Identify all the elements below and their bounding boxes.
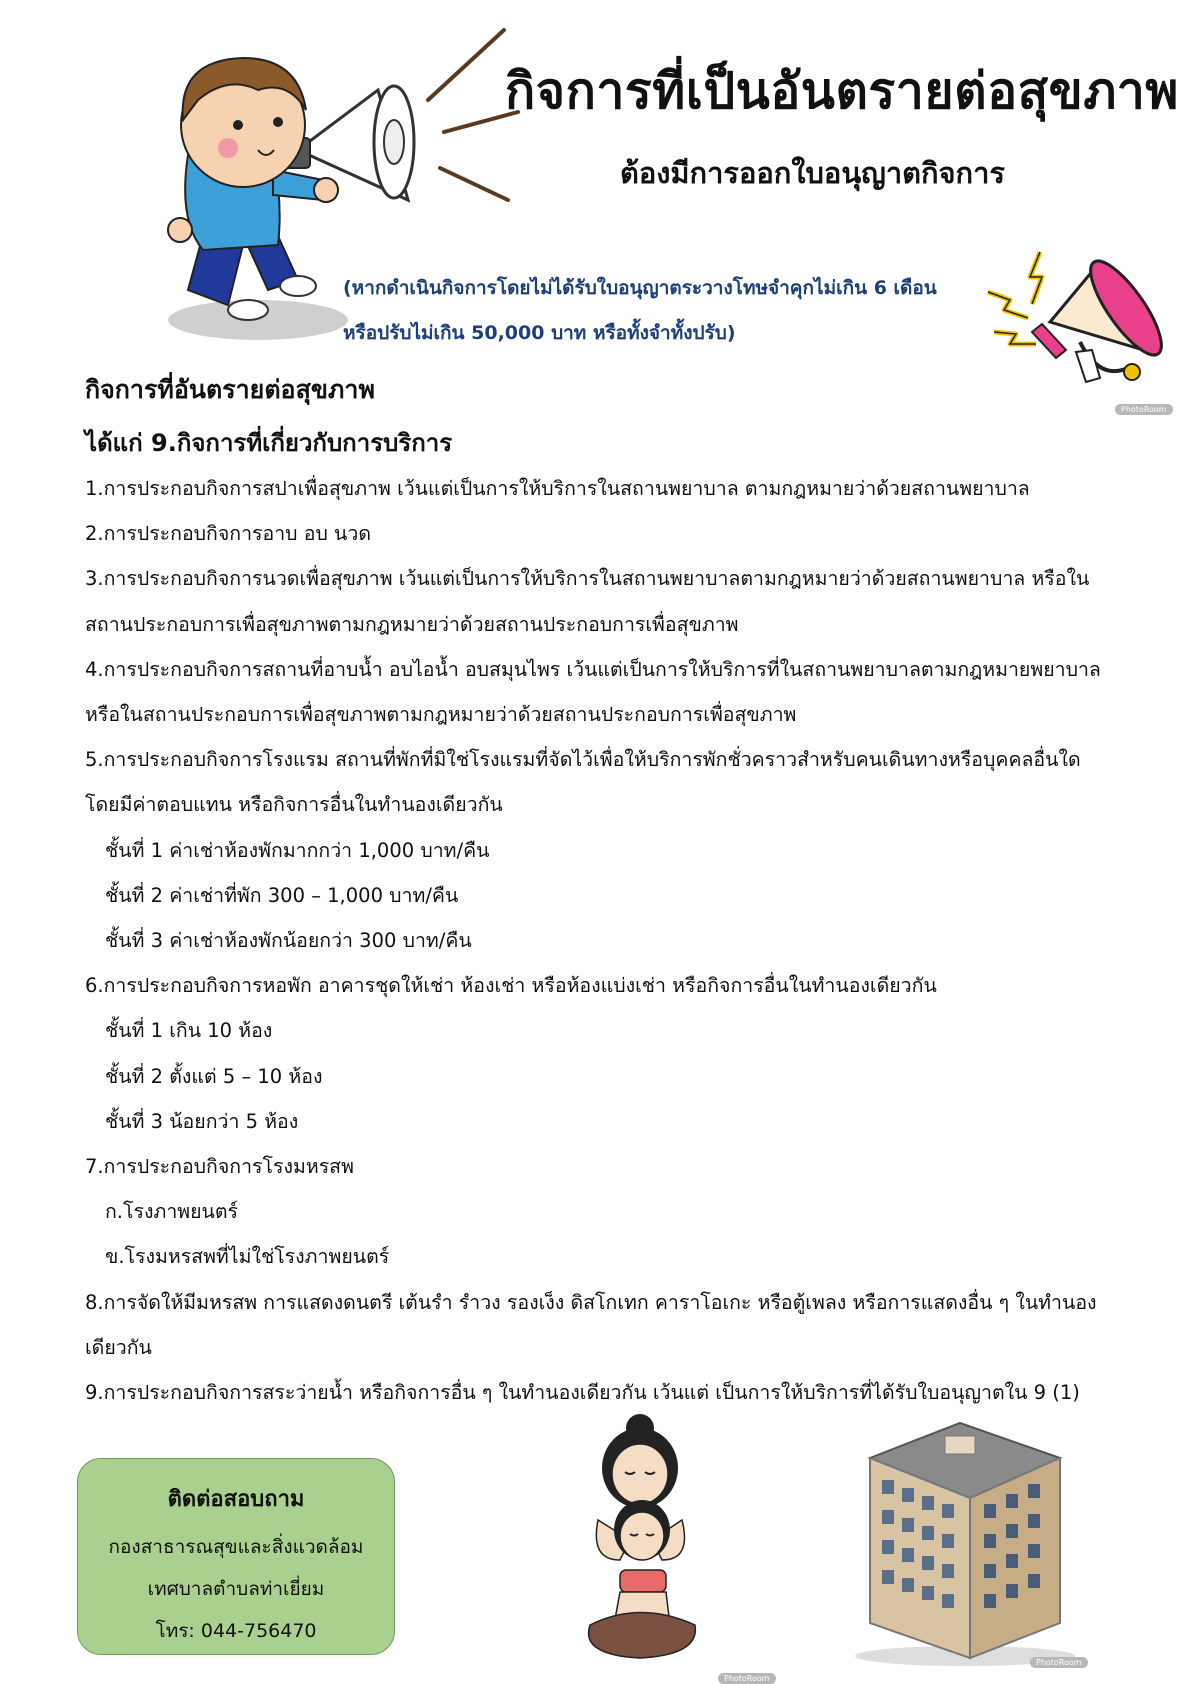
contact-org: กองสาธารณสุขและสิ่งแวดล้อม — [108, 1536, 364, 1558]
list-subitem: ชั้นที่ 3 น้อยกว่า 5 ห้อง — [105, 1109, 299, 1133]
watermark: PhotoRoom — [718, 1673, 776, 1684]
contact-municipality: เทศบาลตำบลท่าเยี่ยม — [147, 1578, 325, 1600]
list-subitem: ชั้นที่ 1 เกิน 10 ห้อง — [105, 1019, 273, 1043]
watermark: PhotoRoom — [1115, 404, 1173, 415]
list-item: 2.การประกอบกิจการอาบ อบ นวด — [85, 522, 371, 546]
massage-icon — [580, 1410, 755, 1675]
list-item: 3.การประกอบกิจการนวดเพื่อสุขภาพ เว้นแต่เป็นการให้บริการในสถานพยาบาลตามกฎหมายว่าด้วยสถานพยาบาล หรือในสถานประกอบการเพื่อสุขภาพตามกฎหมายว่าด้วยสถานประกอบการเพื่อสุขภาพ — [85, 567, 1090, 636]
watermark: PhotoRoom — [1030, 1657, 1088, 1668]
list-item: 8.การจัดให้มีมหรสพ การแสดงดนตรี เต้นรำ รำวง รองเง็ง ดิสโกเทก คาราโอเกะ หรือตู้เพลง หรือการแสดงอื่น ๆ ในทำนองเดียวกัน — [85, 1290, 1097, 1359]
megaphone-icon — [980, 232, 1170, 427]
building-icon — [850, 1418, 1080, 1668]
page-title: กิจการที่เป็นอันตรายต่อสุขภาพ — [505, 62, 1179, 120]
list-subitem: ชั้นที่ 2 ค่าเช่าที่พัก 300 – 1,000 บาท/คืน — [105, 883, 459, 907]
contact-box — [77, 1458, 395, 1655]
list-subitem: ชั้นที่ 2 ตั้งแต่ 5 – 10 ห้อง — [105, 1064, 323, 1088]
list-subitem: ชั้นที่ 3 ค่าเช่าห้องพักน้อยกว่า 300 บาท/คืน — [105, 929, 472, 953]
page-subtitle: ต้องมีการออกใบอนุญาตกิจการ — [620, 156, 1005, 190]
list-item: 7.การประกอบกิจการโรงมหรสพ — [85, 1155, 354, 1179]
list-subitem: ก.โรงภาพยนตร์ — [105, 1200, 239, 1224]
list-item: 9.การประกอบกิจการสระว่ายน้ำ หรือกิจการอื่น ๆ ในทำนองเดียวกัน เว้นแต่ เป็นการให้บริการที่ได้รับใบอนุญาตใน 9 (1) — [85, 1381, 1080, 1405]
list-subitem: ข.โรงมหรสพที่ไม่ใช่โรงภาพยนตร์ — [105, 1245, 390, 1269]
penalty-line-2: หรือปรับไม่เกิน 50,000 บาท หรือทั้งจำทั้งปรับ) — [343, 322, 736, 344]
list-item: 4.การประกอบกิจการสถานที่อาบน้ำ อบไอน้ำ อบสมุนไพร เว้นแต่เป็นการให้บริการที่ในสถานพยาบาลตามกฎหมายพยาบาล หรือในสถานประกอบการเพื่อสุขภาพตามกฎหมายว่าด้วยสถานประกอบการเพื่อสุขภาพ — [85, 657, 1101, 727]
list-item: 5.การประกอบกิจการโรงแรม สถานที่พักที่มิใช่โรงแรมที่จัดไว้เพื่อให้บริการพักชั่วคราวสำหรับคนเดินทางหรือบุคคลอื่นใดโดยมีค่าตอบแทน หรือกิจการอื่นในทำนองเดียวกัน — [85, 748, 1081, 817]
contact-heading: ติดต่อสอบถาม — [167, 1487, 305, 1512]
section-heading: กิจการที่อันตรายต่อสุขภาพ — [85, 375, 375, 404]
contact-phone: โทร: 044-756470 — [155, 1620, 317, 1642]
service-list — [85, 466, 1115, 1415]
list-item: 1.การประกอบกิจการสปาเพื่อสุขภาพ เว้นแต่เป็นการให้บริการในสถานพยาบาล ตามกฎหมายว่าด้วยสถานพยาบาล — [85, 477, 1030, 500]
list-subitem: ชั้นที่ 1 ค่าเช่าห้องพักมากกว่า 1,000 บาท/คืน — [105, 838, 490, 862]
list-item: 6.การประกอบกิจการหอพัก อาคารชุดให้เช่า ห้องเช่า หรือห้องแบ่งเช่า หรือกิจการอื่นในทำนองเดียวกัน — [85, 974, 937, 998]
penalty-note — [343, 266, 937, 356]
section-subheading: ได้แก่ 9.กิจการที่เกี่ยวกับการบริการ — [85, 429, 453, 457]
penalty-line-1: (หากดำเนินกิจการโดยไม่ได้รับใบอนุญาตระวางโทษจำคุกไม่เกิน 6 เดือน — [343, 277, 937, 299]
